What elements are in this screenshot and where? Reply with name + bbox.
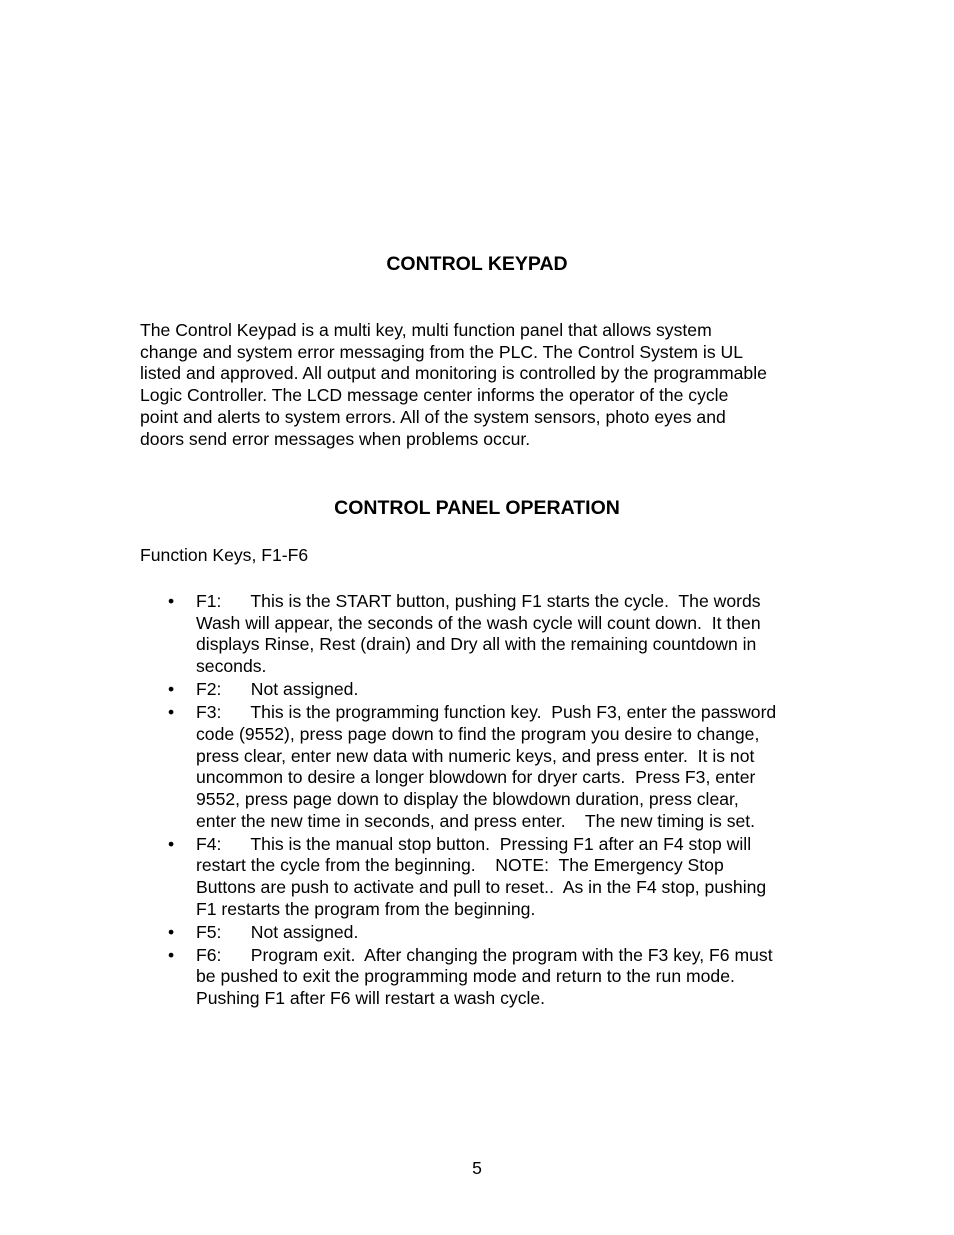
list-item-line: displays Rinse, Rest (drain) and Dry all with the remaining countdown in bbox=[196, 634, 757, 655]
list-item-line: F3: This is the programming function key. Push F3, enter the password bbox=[196, 702, 777, 723]
bullet-icon: • bbox=[168, 921, 175, 942]
list-item-line: Buttons are push to activate and pull to reset.. As in the F4 stop, pushing bbox=[196, 877, 767, 898]
list-item-line: seconds. bbox=[196, 656, 267, 677]
list-item-f6 bbox=[140, 945, 830, 1010]
list-item-line: F1 restarts the program from the beginning. bbox=[196, 898, 536, 919]
list-item-line: uncommon to desire a longer blowdown for dryer carts. Press F3, enter bbox=[196, 767, 756, 788]
list-item-line: F1: This is the START button, pushing F1 starts the cycle. The words bbox=[196, 591, 761, 611]
list-item-line: 9552, press page down to display the blowdown duration, press clear, bbox=[196, 788, 739, 809]
list-item-line: F2: Not assigned. bbox=[196, 679, 359, 700]
bullet-icon: • bbox=[168, 944, 175, 965]
bullet-icon: • bbox=[168, 702, 175, 723]
list-item-line: Wash will appear, the seconds of the wash cycle will count down. It then bbox=[196, 612, 761, 633]
section-heading-control-keypad: CONTROL KEYPAD bbox=[386, 253, 568, 275]
page-number: 5 bbox=[472, 1158, 482, 1178]
bullet-icon: • bbox=[168, 833, 175, 854]
list-item-f3 bbox=[140, 702, 830, 832]
section-heading-control-panel-operation: CONTROL PANEL OPERATION bbox=[334, 497, 620, 519]
bullet-icon: • bbox=[168, 679, 175, 700]
paragraph-line: The Control Keypad is a multi key, multi function panel that allows system bbox=[140, 320, 712, 340]
bullet-icon: • bbox=[168, 591, 175, 611]
list-item-f2 bbox=[140, 679, 830, 701]
function-keys-subtitle: Function Keys, F1-F6 bbox=[140, 545, 309, 565]
list-item-line: restart the cycle from the beginning. NOTE: The Emergency Stop bbox=[196, 855, 724, 876]
list-item-f1 bbox=[140, 591, 830, 678]
function-key-list bbox=[140, 591, 830, 1011]
list-item-line: code (9552), press page down to find the program you desire to change, bbox=[196, 723, 760, 744]
paragraph-line: point and alerts to system errors. All of the system sensors, photo eyes and bbox=[140, 406, 726, 427]
paragraph-line: change and system error messaging from the PLC. The Control System is UL bbox=[140, 341, 744, 362]
paragraph-line: Logic Controller. The LCD message center informs the operator of the cycle bbox=[140, 385, 729, 406]
list-item-line: be pushed to exit the programming mode and return to the run mode. bbox=[196, 966, 735, 987]
list-item-f5 bbox=[140, 922, 830, 944]
control-keypad-paragraph bbox=[140, 320, 830, 450]
paragraph-line: listed and approved. All output and monitoring is controlled by the programmable bbox=[140, 363, 767, 384]
paragraph-line: doors send error messages when problems occur. bbox=[140, 428, 531, 449]
list-item-line: press clear, enter new data with numeric keys, and press enter. It is not bbox=[196, 745, 755, 766]
list-item-line: F6: Program exit. After changing the program with the F3 key, F6 must bbox=[196, 944, 773, 965]
list-item-line: enter the new time in seconds, and press enter. The new timing is set. bbox=[196, 810, 756, 831]
list-item-f4 bbox=[140, 834, 830, 921]
list-item-line: F4: This is the manual stop button. Pressing F1 after an F4 stop will bbox=[196, 833, 752, 854]
list-item-line: Pushing F1 after F6 will restart a wash cycle. bbox=[196, 988, 546, 1009]
list-item-line: F5: Not assigned. bbox=[196, 921, 359, 942]
